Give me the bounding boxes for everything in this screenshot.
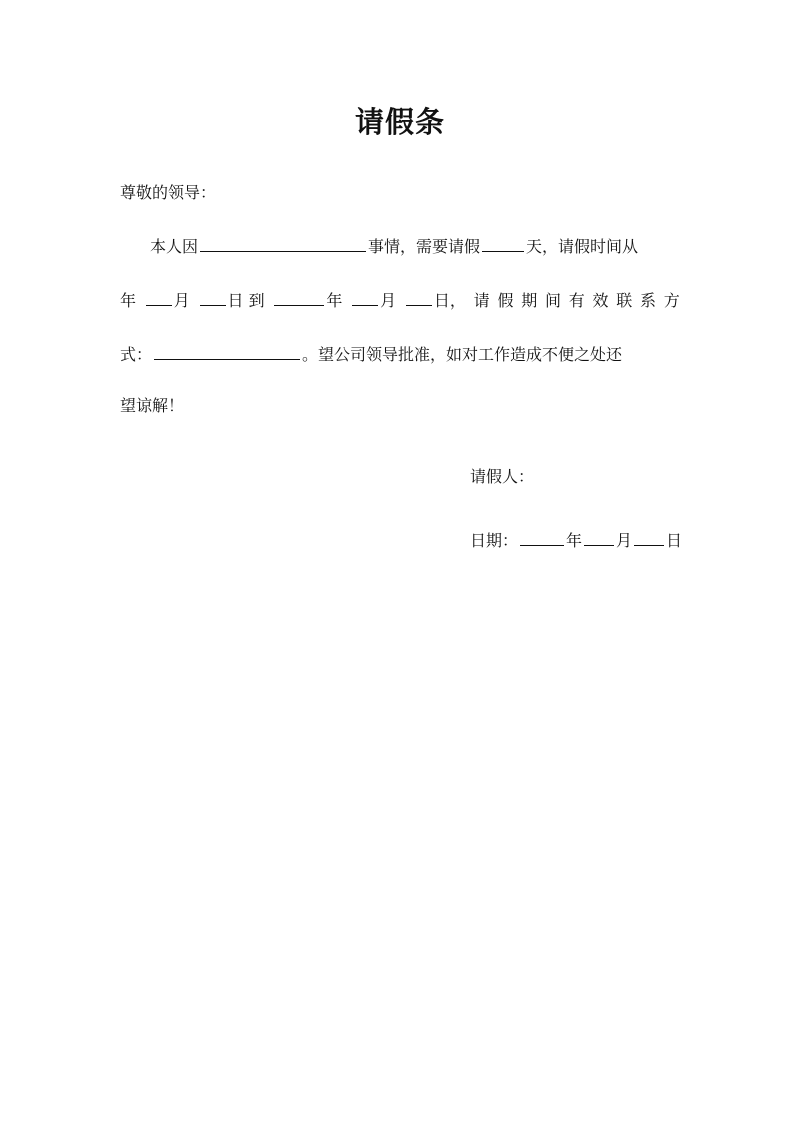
applicant-label: 请假人： (470, 467, 535, 486)
contact-prefix: 式： (120, 345, 153, 364)
body-line-1 (120, 233, 680, 259)
start-day-blank[interactable] (200, 287, 226, 306)
start-day-to-label: 日 到 (227, 291, 265, 310)
contact-char: 间 (544, 291, 561, 310)
date-month-label: 月 (616, 531, 633, 550)
closing-text: 。望公司领导批准，如对工作造成不便之处还 (302, 345, 623, 364)
contact-char: 方 (663, 291, 680, 310)
date-label: 日期： (470, 531, 519, 550)
contact-char: 假 (497, 291, 514, 310)
salutation: 尊敬的领导： (120, 183, 217, 202)
document-title: 请假条 (354, 105, 445, 139)
body-line-3 (120, 341, 680, 367)
end-day-label: 日， (433, 291, 466, 310)
date-day-label: 日 (666, 531, 683, 550)
contact-char: 有 (568, 291, 585, 310)
date-year-blank[interactable] (520, 527, 564, 546)
contact-char: 请 (473, 291, 490, 310)
end-year-label: 年 (326, 291, 343, 310)
body-line-2 (120, 287, 680, 313)
contact-blank[interactable] (154, 341, 300, 360)
contact-char: 期 (521, 291, 538, 310)
start-month-label: 月 (173, 291, 190, 310)
contact-char: 联 (616, 291, 633, 310)
end-month-label: 月 (380, 291, 397, 310)
body-line-4: 望谅解！ (120, 396, 185, 415)
after-reason-text: 事情，需要请假 (368, 237, 481, 256)
reason-prefix: 本人因 (150, 237, 199, 256)
end-year-blank[interactable] (274, 287, 324, 306)
date-day-blank[interactable] (634, 527, 664, 546)
days-blank[interactable] (482, 233, 524, 252)
date-line (470, 527, 682, 553)
end-day-blank[interactable] (406, 287, 432, 306)
after-days-text: 天，请假时间从 (526, 237, 639, 256)
start-year-label: 年 (120, 291, 137, 310)
date-year-label: 年 (566, 531, 583, 550)
start-month-blank[interactable] (146, 287, 172, 306)
contact-char: 效 (592, 291, 609, 310)
contact-char: 系 (640, 291, 657, 310)
date-month-blank[interactable] (584, 527, 614, 546)
reason-blank[interactable] (200, 233, 366, 252)
end-month-blank[interactable] (352, 287, 378, 306)
